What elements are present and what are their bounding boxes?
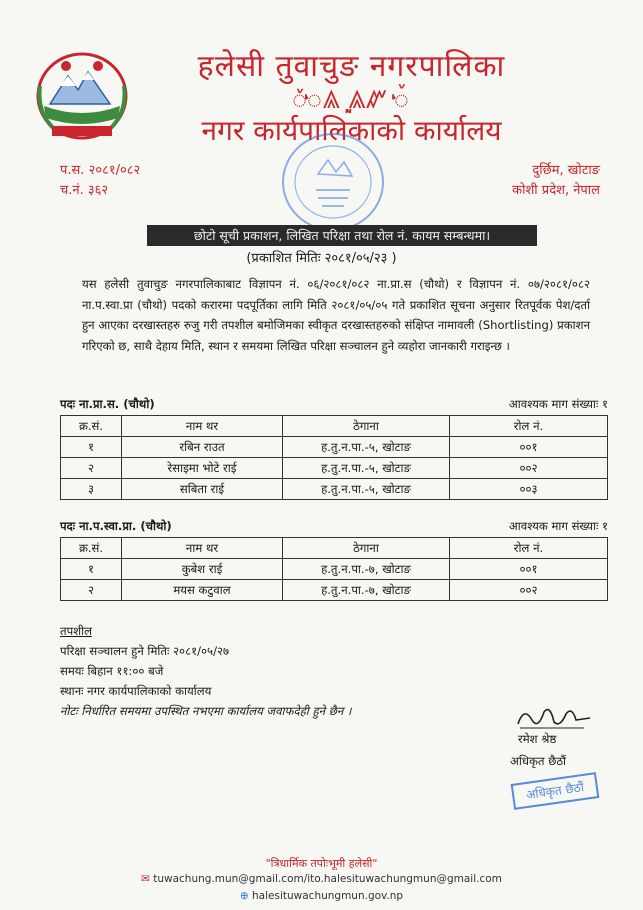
address-cell: ह.तु.न.पा.-७, खोटाङ [283,559,450,580]
name-cell: रेसाइमा भोटे राई [122,458,283,479]
office-name: नगर कार्यपालिकाको कार्यालय [201,114,502,147]
table-header-row [61,538,608,559]
table-row [61,458,608,479]
roll-cell: ००१ [450,437,608,458]
address-cell: ह.तु.न.पा.-५, खोटाङ [283,479,450,500]
table-row [61,437,608,458]
notice-subject: छोटो सूची प्रकाशन, लिखित परिक्षा तथा रोल नं. कायम सम्बन्धमा। [147,225,537,246]
name-cell: सबिता राई [122,479,283,500]
col-name: नाम थर [122,416,283,437]
address-cell: ह.तु.न.पा.-५, खोटाङ [283,437,450,458]
signatory-title: अधिकृत छैठौं [510,754,567,768]
exam-note: नोटः निर्धारित समयमा उपस्थित नभएमा कार्यालय जवाफदेही हुने छैन । [60,704,352,718]
name-cell: रबिन राउत [122,437,283,458]
col-serial: क्र.सं. [61,538,122,559]
roll-cell: ००१ [450,559,608,580]
footer-website-line [0,890,643,902]
col-roll-number: रोल नं. [450,538,608,559]
footer-emails: tuwachung.mun@gmail.com/ito.halesituwachungmun@gmail.com [153,873,502,885]
serial-cell: १ [61,559,122,580]
footer-emails-line [0,873,643,885]
post-title-1: पदः ना.प्रा.स. (चौथो) [60,397,155,411]
serial-cell: ३ [61,479,122,500]
exam-time: समयः बिहान ११:०० बजे [60,664,164,678]
exam-place: स्थानः नगर कार्यपालिकाको कार्यालय [60,684,212,698]
footer-website: halesituwachungmun.gov.np [252,890,404,902]
details-heading: तपशील [60,624,92,638]
notice-body: यस हलेसी तुवाचुङ नगरपालिकाबाट विज्ञापन नं. ०६/२०८१/०८२ ना.प्रा.स (चौथो) र विज्ञापन नं. ०७/२०८१/०८२ ना.प.स्वा.प्रा (चौथो) पदको करारमा पदपूर्तिका लागि मिति २०८१/०५/०५ गते प्रकाशित सूचना अनुसार रितपूर्वक पेश/दर्ता हुन आएका दरखास्तहरु रुजु गरी तपशील बमोजिमका स्वीकृत दरखास्तहरुको संक्षिप्त नामावली (Shortlisting) प्रकाशन गरिएको छ, साथै देहाय मिति, स्थान र समयमा लिखित परिक्षा सञ्चालन हुने व्यहोरा जानकारी गराइन्छ । [82,277,590,353]
dispatch-number: च.नं. ३६२ [60,183,109,198]
mail-icon: ✉ [141,873,150,885]
col-name: नाम थर [122,538,283,559]
handwritten-signature [514,702,594,732]
col-address: ठेगाना [283,538,450,559]
shortlist-table-1 [60,415,608,500]
demand-count-1: आवश्यक माग संख्याः १ [508,397,608,411]
shortlist-table-2 [60,537,608,601]
office-location: दुर्छिम, खोटाङ [532,163,600,178]
col-roll-number: रोल नं. [450,416,608,437]
officer-rubber-stamp: अधिकृत छैठौं [511,772,600,810]
published-date: (प्रकाशित मितिः २०८१/०५/२३ ) [246,251,397,266]
demand-count-2: आवश्यक माग संख्याः १ [508,519,608,533]
address-cell: ह.तु.न.पा.-७, खोटाङ [283,580,450,601]
municipality-local-script-name: ꥑꥇꥉꥃ ꥍꥌꥃꥅ ꥑꥇꥉ [292,85,411,114]
footer-motto: "त्रिधार्मिक तपोःभूमी हलेसी" [265,857,378,870]
roll-cell: ००२ [450,458,608,479]
signatory-name: रमेश श्रेष्ठ [518,732,557,746]
municipality-name: हलेसी तुवाचुङ नगरपालिका [197,49,506,84]
serial-cell: २ [61,580,122,601]
table-row [61,479,608,500]
roll-cell: ००२ [450,580,608,601]
fiscal-year: प.स. २०८१/०८२ [60,163,141,178]
col-address: ठेगाना [283,416,450,437]
office-seal-stamp [278,128,388,236]
address-cell: ह.तु.न.पा.-५, खोटाङ [283,458,450,479]
name-cell: कुबेश राई [122,559,283,580]
col-serial: क्र.सं. [61,416,122,437]
office-province: कोशी प्रदेश, नेपाल [512,183,600,198]
exam-date: परिक्षा सञ्चालन हुने मितिः २०८१/०५/२७ [60,644,230,658]
table-row [61,559,608,580]
table-header-row [61,416,608,437]
serial-cell: २ [61,458,122,479]
name-cell: मयस कटुवाल [122,580,283,601]
table-row [61,580,608,601]
roll-cell: ००३ [450,479,608,500]
post-title-2: पदः ना.प.स्वा.प्रा. (चौथो) [60,519,172,533]
globe-icon: ⊕ [239,890,249,902]
serial-cell: १ [61,437,122,458]
